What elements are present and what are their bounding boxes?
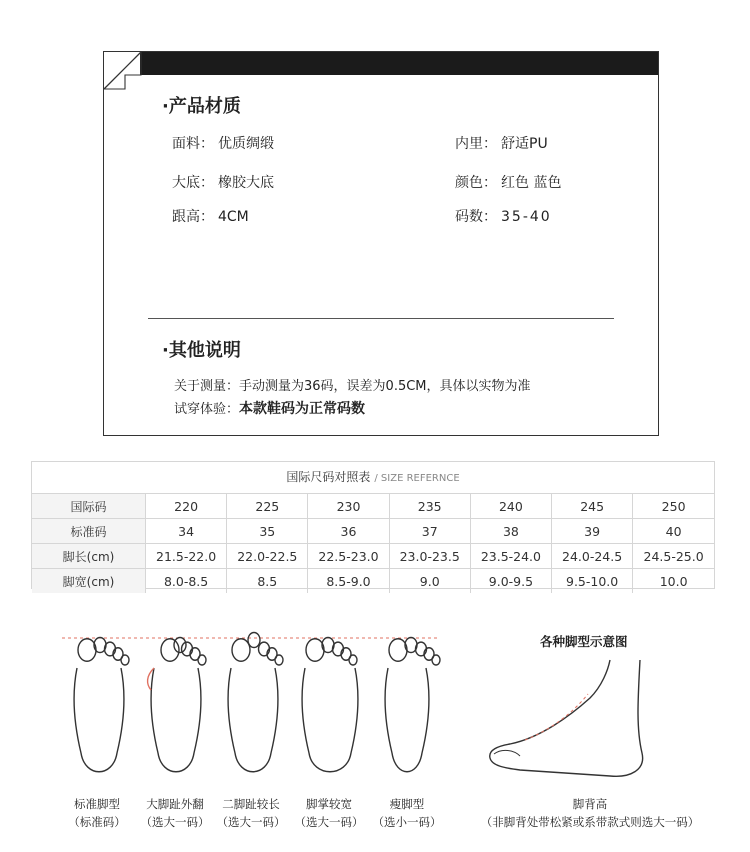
size-cell: 22.5-23.0 [308,544,389,569]
size-row-label: 标准码 [32,519,146,544]
size-cell: 22.0-22.5 [227,544,308,569]
high-instep-label: 脚背高 （非脚背处带松紧或系带款式则选大一码） [480,797,700,829]
toe [105,642,116,656]
toe [121,655,129,665]
size-cell: 23.5-24.0 [470,544,551,569]
foot-guide-title: 各种脚型示意图 [540,634,628,649]
size-reference-table [31,461,715,589]
size-cell: 35 [227,519,308,544]
size-grid [32,494,714,593]
size-row [32,544,714,569]
size-cell: 8.0-8.5 [146,569,227,594]
toe [248,633,260,648]
size-cell: 230 [308,494,389,519]
size-cell: 220 [146,494,227,519]
toe [416,642,427,656]
spec-fabric: 面料： 优质绸缎 [172,136,274,152]
size-cell: 36 [308,519,389,544]
toe [259,642,270,656]
toe [389,639,407,662]
foot-type-slim: 瘦脚型 （选小一码） [372,797,442,829]
toe [333,642,344,656]
size-cell: 9.0-9.5 [470,569,551,594]
foot-type-wide: 脚掌较宽 （选大一码） [294,797,364,829]
toe [306,639,324,662]
toe [198,655,206,665]
spec-color: 颜色： 红色 蓝色 [455,175,562,191]
size-table-title: 国际尺码对照表 / SIZE REFERNCE [32,462,714,494]
size-cell: 34 [146,519,227,544]
size-cell: 8.5 [227,569,308,594]
foot-type-long-second-toe: 二脚趾较长 （选大一码） [216,797,286,829]
size-row [32,519,714,544]
size-cell: 39 [552,519,633,544]
toe [174,638,186,653]
spec-heel-height: 跟高： 4CM [172,209,249,225]
size-cell: 225 [227,494,308,519]
card-header-bar [140,52,658,75]
size-row-label: 脚长(cm) [32,544,146,569]
size-row [32,494,714,519]
size-row-label: 国际码 [32,494,146,519]
toe [182,642,193,656]
size-cell: 245 [552,494,633,519]
toe [78,639,96,662]
size-cell: 10.0 [633,569,714,594]
size-cell: 240 [470,494,551,519]
size-cell: 40 [633,519,714,544]
material-section-title: ·产品材质 [162,96,241,117]
material-card [103,51,659,436]
toe [232,639,250,662]
foot-type-bunion: 大脚趾外翻 （选大一码） [140,797,210,829]
size-cell: 9.0 [389,569,470,594]
foot-outline-long-second-toe [228,668,278,772]
high-instep-foot-icon [480,658,660,783]
folded-corner-icon [103,51,143,91]
size-cell: 8.5-9.0 [308,569,389,594]
size-cell: 38 [470,519,551,544]
size-cell: 37 [389,519,470,544]
toe [432,655,440,665]
size-cell: 9.5-10.0 [552,569,633,594]
size-cell: 21.5-22.0 [146,544,227,569]
fit-note: 试穿体验：本款鞋码为正常码数 [174,401,366,417]
size-cell: 23.0-23.5 [389,544,470,569]
size-cell: 235 [389,494,470,519]
foot-outline-wide [302,668,358,772]
toe [349,655,357,665]
section-divider [148,318,614,319]
foot-type-standard: 标准脚型 （标准码） [68,797,126,829]
foot-outline-standard [74,668,124,772]
size-cell: 24.5-25.0 [633,544,714,569]
measure-note: 关于测量：手动测量为36码，误差为0.5CM，具体以实物为准 [174,379,531,394]
foot-outline-bunion [151,668,201,772]
size-row [32,569,714,594]
foot-outline-slim [385,668,429,772]
size-cell: 24.0-24.5 [552,544,633,569]
spec-sole: 大底： 橡胶大底 [172,175,274,191]
spec-size-range: 码数： 35-40 [455,209,552,225]
size-cell: 250 [633,494,714,519]
toe [275,655,283,665]
size-row-label: 脚宽(cm) [32,569,146,594]
other-section-title: ·其他说明 [162,340,241,361]
spec-lining: 内里： 舒适PU [455,136,548,152]
foot-types-illustration [58,628,450,793]
